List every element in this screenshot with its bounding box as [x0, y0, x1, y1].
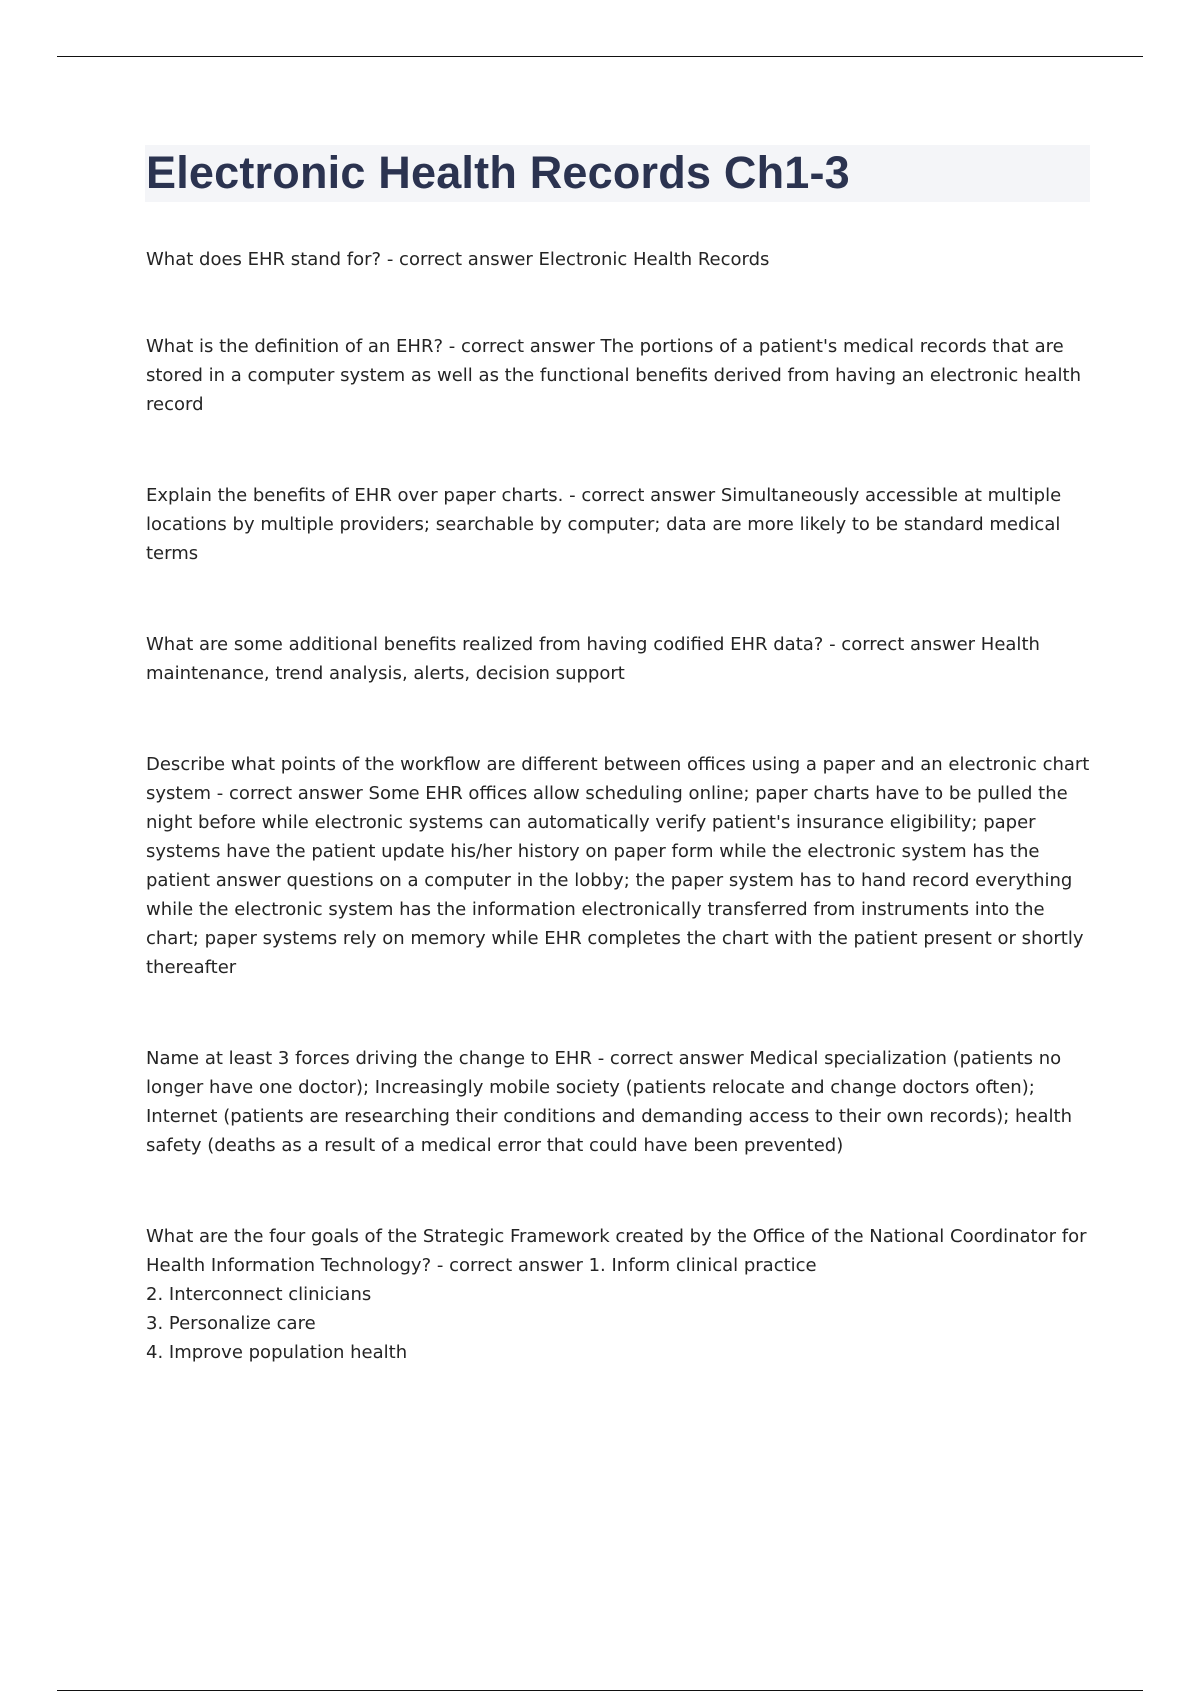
separator	[823, 634, 841, 655]
answer-label: correct answer	[229, 783, 363, 804]
qa-text	[146, 750, 1091, 982]
answer-label: correct answer	[609, 1048, 744, 1069]
question: Name at least 3 forces driving the change to EHR	[146, 1048, 592, 1069]
qa-text	[146, 1222, 1091, 1280]
document-title: Electronic Health Records Ch1-3	[146, 147, 850, 198]
question: What is the definition of an EHR?	[146, 336, 444, 357]
question: What does EHR stand for?	[146, 249, 382, 270]
answer-continuation: 3. Personalize care	[146, 1313, 316, 1334]
qa-text	[146, 630, 1091, 688]
question: Describe what points of the workflow are different between offices using a paper and an electronic chart system	[146, 754, 1090, 804]
separator	[592, 1048, 610, 1069]
qa-item	[146, 332, 1091, 419]
qa-item	[146, 630, 1091, 688]
question: What are some additional benefits realized from having codified EHR data?	[146, 634, 824, 655]
qa-text	[146, 1044, 1091, 1160]
answer-label: correct answer	[399, 249, 533, 270]
separator	[563, 485, 581, 506]
answer: The portions of a patient's medical records that are stored in a computer system as well as the functional benefits derived from having an electronic health record	[146, 336, 1082, 415]
qa-text	[146, 481, 1091, 568]
qa-text	[146, 332, 1091, 419]
answer-label: correct answer	[581, 485, 716, 506]
answer-continuation: 2. Interconnect clinicians	[146, 1284, 372, 1305]
answer: 1. Inform clinical practice	[588, 1255, 817, 1276]
separator	[431, 1255, 449, 1276]
question: What are the four goals of the Strategic Framework created by the Office of the National Coordinator for Health Information Technology?	[146, 1226, 1087, 1276]
qa-item	[146, 1222, 1091, 1367]
qa-text	[146, 245, 1091, 274]
qa-list	[146, 245, 1091, 1367]
answer-continuation: 4. Improve population health	[146, 1342, 408, 1363]
answer-label: correct answer	[841, 634, 976, 655]
qa-item	[146, 750, 1091, 982]
answer-label: correct answer	[460, 336, 595, 357]
answer: Some EHR offices allow scheduling online; paper charts have to be pulled the night before while electronic systems can automatically verify patient's insurance eligibility; paper systems have the patient update his/her history on paper form while the electronic system has the patient answer questions on a computer in the lobby; the paper system has to hand record everything while the electronic system has the information electronically transferred from instruments into the chart; paper systems rely on memory while EHR completes the chart with the patient present or shortly thereafter	[146, 783, 1084, 978]
answer: Medical specialization (patients no longer have one doctor); Increasingly mobile society (patients relocate and change doctors often); Internet (patients are researching their conditions and demanding access to their own records); health safety (deaths as a result of a medical error that could have been prevented)	[146, 1048, 1073, 1156]
answer-label: correct answer	[449, 1255, 583, 1276]
separator	[381, 249, 399, 270]
top-rule	[57, 56, 1143, 57]
qa-item	[146, 245, 1091, 274]
qa-item	[146, 1044, 1091, 1160]
qa-item	[146, 481, 1091, 568]
bottom-rule	[57, 1690, 1143, 1691]
answer: Electronic Health Records	[538, 249, 770, 270]
separator	[443, 336, 461, 357]
question: Explain the benefits of EHR over paper charts.	[146, 485, 564, 506]
answer: Simultaneously accessible at multiple locations by multiple providers; searchable by computer; data are more likely to be standard medical terms	[146, 485, 1062, 564]
answer: Health maintenance, trend analysis, alerts, decision support	[146, 634, 1040, 684]
separator	[211, 783, 229, 804]
